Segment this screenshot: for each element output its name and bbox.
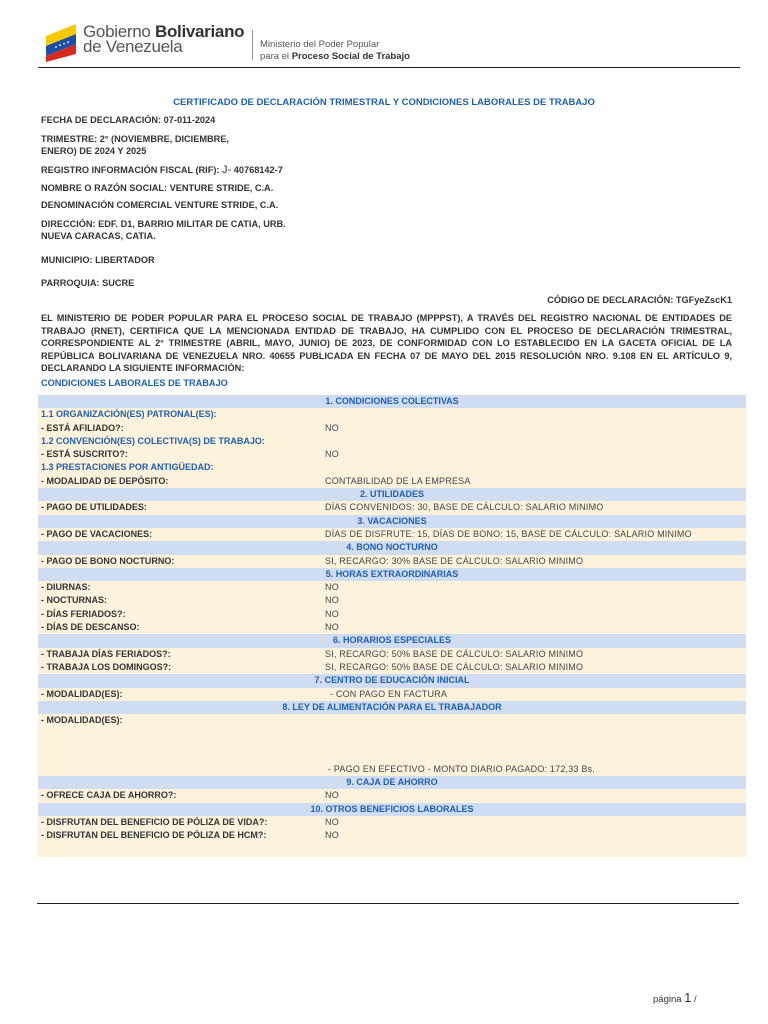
document-title: CERTIFICADO DE DECLARACIÓN TRIMESTRAL Y CONDICIONES LABORALES DE TRABAJO	[173, 97, 595, 108]
row-value: DÍAS CONVENIDOS: 30, BASE DE CÁLCULO: SALARIO MINIMO	[325, 502, 604, 513]
section-header: 1. CONDICIONES COLECTIVAS	[38, 395, 746, 408]
logo-line1-b: Bolivariano	[154, 22, 245, 41]
section-header: 8. LEY DE ALIMENTACIÓN PARA EL TRABAJADOR	[38, 701, 746, 714]
page-label: página	[653, 994, 685, 1005]
labor-conditions-table	[38, 395, 746, 857]
page-number	[653, 990, 697, 1005]
row-label: - DISFRUTAN DEL BENEFICIO DE PÓLIZA DE HCM?:	[41, 830, 267, 841]
ministry-line2-b: Proceso Social de Trabajo	[291, 51, 410, 62]
row-label: - MODALIDAD(ES):	[41, 688, 123, 699]
row-value: SI, RECARGO: 30% BASE DE CÁLCULO: SALARIO MINIMO	[325, 555, 584, 566]
row-label: - PAGO DE VACACIONES:	[41, 528, 153, 539]
header-divider	[38, 67, 740, 68]
row-value: - PAGO EN EFECTIVO - MONTO DIARIO PAGADO: 172,33 Bs.	[328, 763, 595, 774]
table-row	[38, 608, 746, 621]
table-row	[38, 621, 746, 634]
certification-paragraph: EL MINISTERIO DE PODER POPULAR PARA EL PROCESO SOCIAL DE TRABAJO (MPPPST), A TRAVÉS DEL REGISTRO NACIONAL DE ENTIDADES DE TRABAJO (RNET), CERTIFICA QUE LA MENCIONADA ENTIDAD DE TRABAJO, HA CUMPLIDO CON EL PROCESO DE DECLARACIÓN TRIMESTRAL, CORRESPONDIENTE AL 2° TRIMESTRE (ABRIL, MAYO, JUNIO) DE 2023, DE CONFORMIDAD CON LO ESTABLECIDO EN LA GACETA OFICIAL DE LA REPÚBLICA BOLIVARIANA DE VENEZUELA NRO. 40655 PUBLICADA EN FECHA 07 DE MAYO DEL 2015 RESOLUCIÓN NRO. 9.108 EN EL ARTÍCULO 9, DECLARANDO LA SIGUIENTE INFORMACIÓN:	[41, 313, 732, 373]
municipality: MUNICIPIO: LIBERTADOR	[41, 255, 155, 265]
row-label: - OFRECE CAJA DE AHORRO?:	[41, 790, 177, 801]
table-row	[38, 661, 746, 674]
section-header: 5. HORAS EXTRAORDINARIAS	[38, 568, 746, 581]
section-header: 6. HORARIOS ESPECIALES	[38, 634, 746, 647]
section-header: 4. BONO NOCTURNO	[38, 541, 746, 554]
row-label: - PAGO DE UTILIDADES:	[41, 502, 147, 513]
declaration-date: FECHA DE DECLARACIÓN: 07-011-2024	[41, 115, 216, 125]
section-header: 3. VACACIONES	[38, 515, 746, 528]
table-row	[38, 594, 746, 607]
section-header: 9. CAJA DE AHORRO	[38, 776, 746, 789]
row-value: NO	[325, 790, 339, 801]
row-value: NO	[325, 422, 339, 433]
row-label: - TRABAJA DÍAS FERIADOS?:	[41, 648, 171, 659]
page-number-value: 1	[684, 990, 692, 1005]
letterhead	[38, 14, 738, 68]
row-value: CONTABILIDAD DE LA EMPRESA	[325, 475, 471, 486]
ministry-line1: Ministerio del Poder Popular	[260, 39, 380, 50]
row-value: - CON PAGO EN FACTURA	[330, 688, 448, 699]
table-row	[38, 448, 746, 461]
row-value: NO	[325, 595, 339, 606]
table-row	[38, 555, 746, 568]
logo-line2: de Venezuela	[83, 37, 183, 56]
rif-label: REGISTRO INFORMACIÓN FISCAL (RIF):	[41, 165, 223, 175]
conditions-title: CONDICIONES LABORALES DE TRABAJO	[41, 378, 228, 388]
row-value: NO	[325, 449, 339, 460]
row-value: SI, RECARGO: 50% BASE DE CÁLCULO: SALARIO MINIMO	[325, 648, 584, 659]
table-row	[38, 789, 746, 802]
row-label: - DIURNAS:	[41, 582, 91, 593]
table-row	[38, 688, 746, 701]
row-label: - TRABAJA LOS DOMINGOS?:	[41, 661, 172, 672]
subsection-label: 1.3 PRESTACIONES POR ANTIGÜEDAD:	[41, 462, 214, 473]
trade-name: DENOMINACIÓN COMERCIAL VENTURE STRIDE, C.A.	[41, 200, 279, 210]
row-value: DÍAS DE DISFRUTE: 15, DÍAS DE BONO: 15, BASE DE CÁLCULO: SALARIO MINIMO	[325, 528, 692, 539]
ministry-line2-a: para el	[260, 51, 292, 62]
row-value: SI, RECARGO: 50% BASE DE CÁLCULO: SALARIO MINIMO	[325, 661, 584, 672]
page-suffix: /	[691, 994, 697, 1005]
subsection-label: 1.2 CONVENCIÓN(ES) COLECTIVA(S) DE TRABAJO:	[41, 435, 265, 446]
row-label: - MODALIDAD(ES):	[41, 715, 123, 726]
rif-prefix: J-	[222, 164, 232, 176]
row-value: NO	[325, 817, 339, 828]
table-row	[38, 528, 746, 541]
logo-line1-a: Gobierno	[83, 22, 155, 41]
section-header: 10. OTROS BENEFICIOS LABORALES	[38, 803, 746, 816]
rif-field	[41, 164, 283, 176]
row-value: NO	[325, 608, 339, 619]
declaration-code: CÓDIGO DE DECLARACIÓN: TGFyeZscK1	[547, 295, 732, 305]
table-row	[38, 714, 746, 776]
row-label: - DÍAS DE DESCANSO:	[41, 622, 140, 633]
address	[41, 218, 286, 242]
section-header: 7. CENTRO DE EDUCACIÓN INICIAL	[38, 674, 746, 687]
row-label: - DISFRUTAN DEL BENEFICIO DE PÓLIZA DE VIDA?:	[41, 817, 268, 828]
table-row	[38, 501, 746, 514]
row-label: - NOCTURNAS:	[41, 595, 107, 606]
row-label: - PAGO DE BONO NOCTURNO:	[41, 555, 175, 566]
table-row	[38, 829, 746, 842]
table-row	[38, 422, 746, 435]
government-logo-text	[83, 24, 244, 54]
logo-divider	[252, 30, 253, 60]
quarter	[41, 133, 229, 157]
row-label: - DÍAS FERIADOS?:	[41, 608, 126, 619]
ministry-name	[260, 39, 410, 63]
rif-number: 40768142-7	[231, 165, 283, 175]
table-row	[38, 581, 746, 594]
venezuela-flag-logo-icon	[44, 20, 78, 62]
footer-divider	[37, 903, 739, 904]
quarter-line1: TRIMESTRE: 2° (NOVIEMBRE, DICIEMBRE,	[41, 134, 229, 144]
table-row	[38, 816, 746, 829]
row-value: NO	[325, 830, 339, 841]
row-value: NO	[325, 582, 339, 593]
row-label: - ESTÁ AFILIADO?:	[41, 422, 124, 433]
address-line1: DIRECCIÓN: EDF. D1, BARRIO MILITAR DE CATIA, URB.	[41, 219, 286, 229]
row-label: - MODALIDAD DE DEPÓSITO:	[41, 475, 169, 486]
table-row	[38, 648, 746, 661]
table-row	[38, 475, 746, 488]
subsection-label: 1.1 ORGANIZACIÓN(ES) PATRONAL(ES):	[41, 409, 217, 420]
section-header: 2. UTILIDADES	[38, 488, 746, 501]
address-line2: NUEVA CARACAS, CATIA.	[41, 231, 156, 241]
row-value: NO	[325, 622, 339, 633]
row-label: - ESTÁ SUSCRITO?:	[41, 449, 128, 460]
parish: PARROQUIA: SUCRE	[41, 278, 135, 288]
company-name: NOMBRE O RAZÓN SOCIAL: VENTURE STRIDE, C.A.	[41, 183, 274, 193]
quarter-line2: ENERO) DE 2024 Y 2025	[41, 146, 147, 156]
